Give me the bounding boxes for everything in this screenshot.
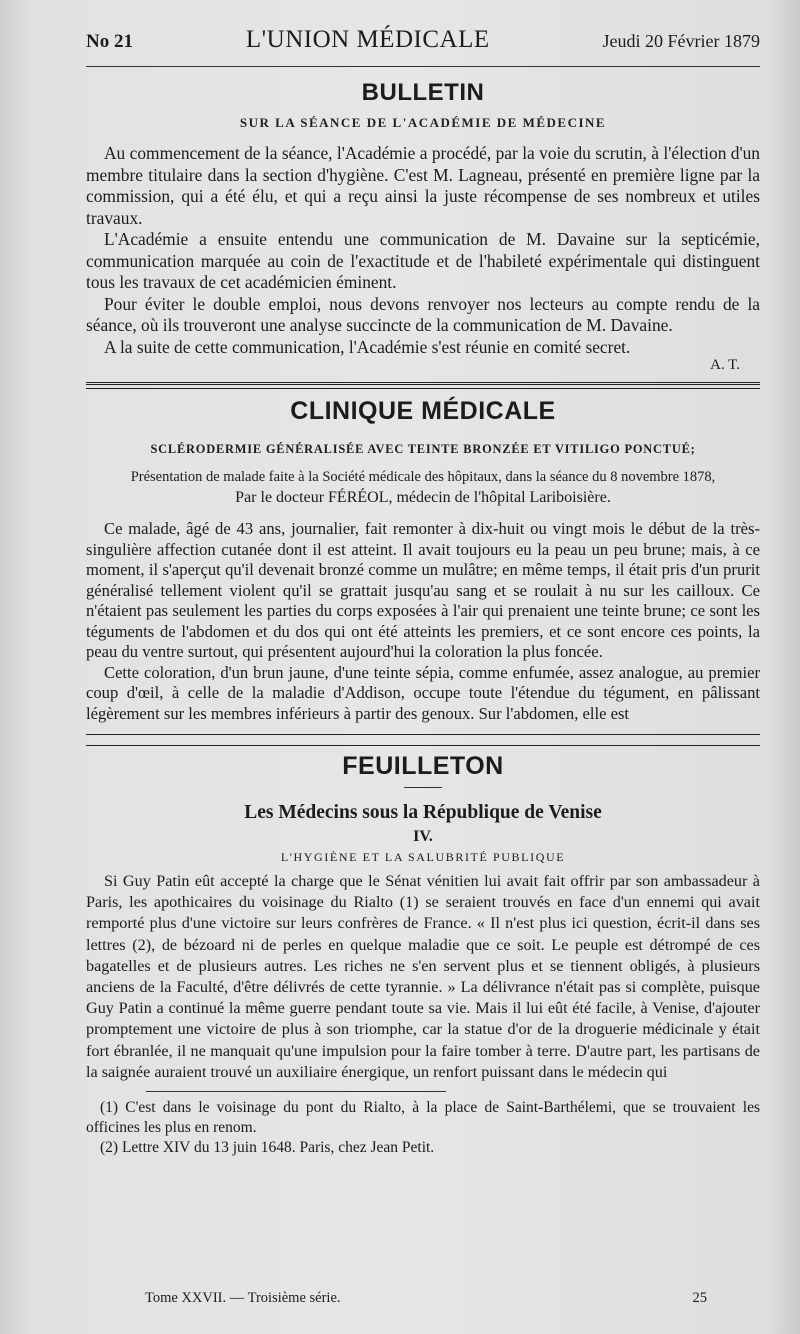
bulletin-signature: A. T. <box>710 357 740 373</box>
clinique-section <box>86 397 760 724</box>
bulletin-section <box>86 79 760 374</box>
clinique-title: CLINIQUE MÉDICALE <box>290 397 556 425</box>
case-title: SCLÉRODERMIE GÉNÉRALISÉE AVEC TEINTE BRONZÉE ET VITILIGO PONCTUÉ; <box>150 442 696 456</box>
section-divider <box>86 382 760 389</box>
footnote: (1) C'est dans le voisinage du pont du Rialto, à la place de Saint-Barthélemi, que se trouvaient les officines les plus en renom. <box>86 1099 760 1137</box>
journal-title: L'UNION MÉDICALE <box>245 26 490 53</box>
issue-date: Jeudi 20 Février 1879 <box>602 31 760 51</box>
case-presentation: Présentation de malade faite à la Société médicale des hôpitaux, dans la séance du 8 novembre 1878, <box>130 469 716 485</box>
masthead-rule <box>86 66 760 67</box>
footnote: (2) Lettre XIV du 13 juin 1648. Paris, chez Jean Petit. <box>100 1139 435 1157</box>
masthead <box>86 0 760 62</box>
bulletin-paragraph: Au commencement de la séance, l'Académie a procédé, par la voie du scrutin, à l'élection d'un membre titulaire dans la section d'hygiène. C'est M. Lagneau, présenté en première ligne par la commission, qui a été élu, et qui a reçu ainsi la juste récompense de ses nombreux et utiles travaux. <box>86 143 760 228</box>
feuilleton-paragraph: Si Guy Patin eût accepté la charge que le Sénat vénitien lui avait fait offrir par son ambassadeur à Paris, les apothicaires du voisinage du Rialto (1) se seraient trouvés en face d'un ennemi qui avait remporté plus d'une victoire sur leurs confrères de France. « Il n'est plus ici question, écrit-il dans ses lettres (2), de bézoard ni de perles en quelque maladie que ce soit. Le peuple est détrompé de ces bagatelles et de plusieurs autres. Les riches ne s'en servent plus et se tiennent obligés, à plusieurs anciens de la Faculté, d'être délivrés de cette tyrannie. » La délivrance n'était pas si complète, puisque Guy Patin a continué la même guerre pendant toute sa vie. Mais il lui eût été facile, à Venise, d'ajouter promptement une victoire de plus à son triomphe, car la statue d'or de la droguerie médicinale y était fort ébranlée, il ne manquait qu'une impulsion pour la faire tomber à terre. D'autre part, les partisans de la saignée auraient trouvé un auxiliaire énergique, un renfort puissant dans le médecin qui <box>86 872 760 1081</box>
clinique-paragraph: Cette coloration, d'un brun jaune, d'une teinte sépia, comme enfumée, assez analogue, au premier coup d'œil, à celle de la maladie d'Addison, occupe toute l'étendue du tégument, en pâlissant légèrement sur les membres inférieurs à partir des genoux. Sur l'abdomen, elle est <box>86 662 760 723</box>
chapter-number: IV. <box>413 828 433 845</box>
feuilleton-title: FEUILLETON <box>342 752 504 780</box>
footnote-rule <box>146 1091 446 1092</box>
bulletin-title: BULLETIN <box>361 79 485 106</box>
page-footer <box>145 1290 707 1307</box>
case-author: Par le docteur FÉRÉOL, médecin de l'hôpital Lariboisière. <box>235 489 611 506</box>
issue-number: No 21 <box>86 31 133 52</box>
clinique-paragraph: Ce malade, âgé de 43 ans, journalier, fait remonter à dix-huit ou vingt mois le début de la très-singulière affection cutanée dont il est atteint. Il avait toujours eu la peau un peu brune; mais, à ce moment, il s'aperçut qu'il devenait bronzé comme un mulâtre; en même temps, il était pris d'un prurit généralisé tellement violent qu'il se grattait jusqu'au sang et se roulait à nu sur les cailloux. Ce n'étaient pas seulement les parties du corps exposées à l'air qui prenaient une teinte brune; ce sont les téguments de l'abdomen et du dos qui ont été atteints les premiers, et ce sont encore ces points, la peau du ventre surtout, qui présentent aujourd'hui la coloration la plus foncée. <box>86 519 760 661</box>
bulletin-paragraph: A la suite de cette communication, l'Académie s'est réunie en comité secret. <box>104 336 631 357</box>
bulletin-paragraph: Pour éviter le double emploi, nous devons renvoyer nos lecteurs au compte rendu de la séance, où ils trouveront une analyse succincte de la communication de M. Davaine. <box>86 293 760 335</box>
feuilleton-divider <box>86 734 760 746</box>
chapter-title: L'HYGIÈNE ET LA SALUBRITÉ PUBLIQUE <box>280 850 566 864</box>
bulletin-subtitle: SUR LA SÉANCE DE L'ACADÉMIE DE MÉDECINE <box>239 115 607 130</box>
bulletin-paragraph: L'Académie a ensuite entendu une communication de M. Davaine sur la septicémie, communication marquée au coin de l'exactitude et de l'habileté expérimentale qui distinguent tous les travaux de cet académicien éminent. <box>86 229 760 292</box>
feuilleton-subrule <box>404 787 442 788</box>
tome-series: Tome XXVII. — Troisième série. <box>145 1290 341 1306</box>
page-number: 25 <box>692 1290 707 1306</box>
feuilleton-section <box>86 752 760 1158</box>
article-title: Les Médecins sous la République de Venise <box>244 802 602 823</box>
